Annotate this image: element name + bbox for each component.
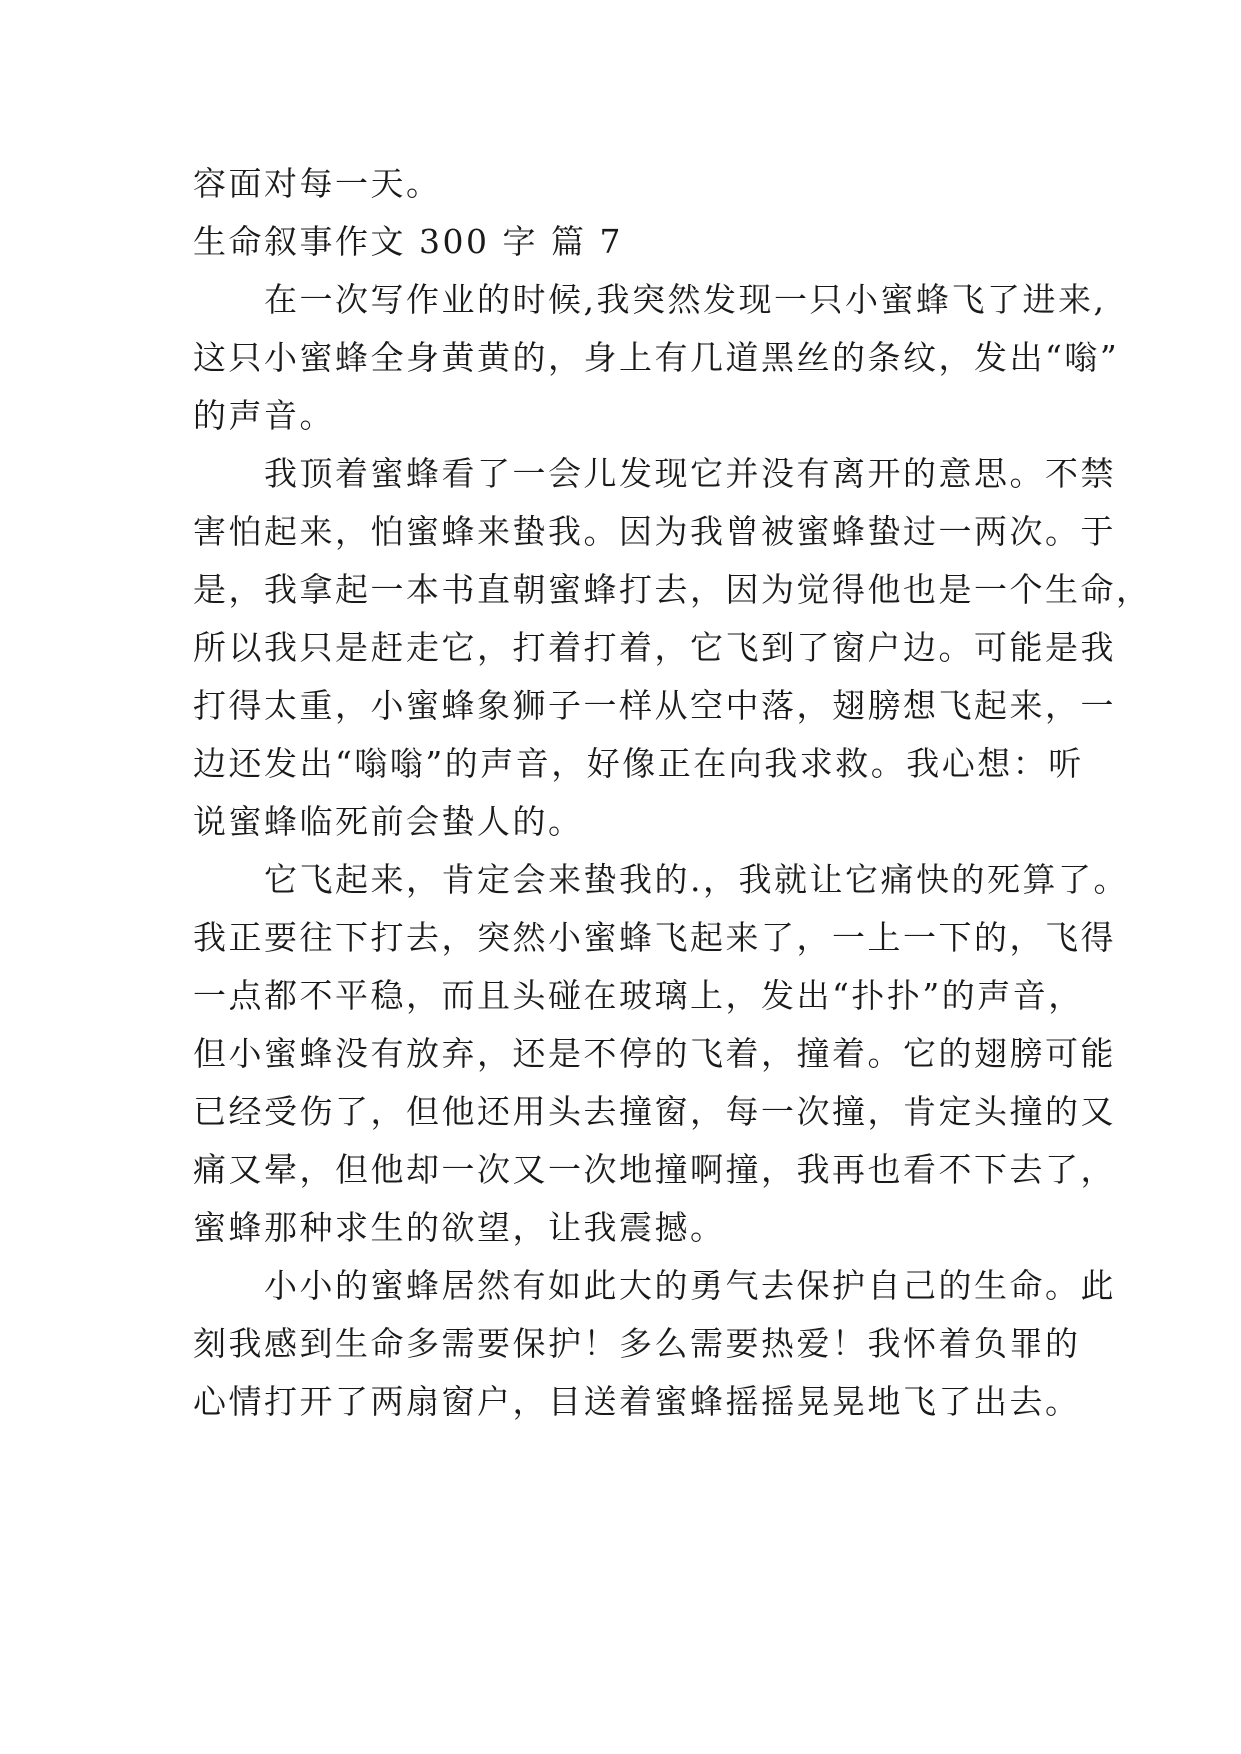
text-line: 的声音。 [193,396,335,435]
section-heading: 生命叙事作文 300 字 篇 7 [193,222,623,261]
text-line: 已经受伤了，但他还用头去撞窗，每一次撞，肯定头撞的又 [193,1092,1116,1131]
text-line: 我正要往下打去，突然小蜜蜂飞起来了，一上一下的，飞得 [193,918,1116,957]
text-line: 我顶着蜜蜂看了一会儿发现它并没有离开的意思。不禁 [193,454,1116,493]
text-line: 害怕起来，怕蜜蜂来蛰我。因为我曾被蜜蜂蛰过一两次。于 [193,512,1116,551]
text-line: 这只小蜜蜂全身黄黄的，身上有几道黑丝的条纹，发出“嗡” [193,338,1120,377]
text-line: 说蜜蜂临死前会蛰人的。 [193,802,584,841]
document-body [193,155,1152,1431]
text-line: 蜜蜂那种求生的欲望，让我震撼。 [193,1208,726,1247]
text-line: 它飞起来，肯定会来蛰我的.，我就让它痛快的死算了。 [193,860,1129,899]
text-line: 边还发出“嗡嗡”的声音，好像正在向我求救。我心想：听 [193,744,1084,783]
text-line: 心情打开了两扇窗户，目送着蜜蜂摇摇晃晃地飞了出去。 [193,1382,1081,1421]
text-line: 一点都不平稳，而且头碰在玻璃上，发出“扑扑”的声音， [193,976,1084,1015]
text-line: 所以我只是赶走它，打着打着，它飞到了窗户边。可能是我 [193,628,1116,667]
text-line: 容面对每一天。 [193,164,442,203]
text-line: 但小蜜蜂没有放弃，还是不停的飞着，撞着。它的翅膀可能 [193,1034,1116,1073]
text-line: 刻我感到生命多需要保护！多么需要热爱！我怀着负罪的 [193,1324,1081,1363]
text-line: 痛又晕，但他却一次又一次地撞啊撞，我再也看不下去了， [193,1150,1116,1189]
text-line: 打得太重，小蜜蜂象狮子一样从空中落，翅膀想飞起来，一 [193,686,1116,725]
text-line: 小小的蜜蜂居然有如此大的勇气去保护自己的生命。此 [193,1266,1116,1305]
text-line: 在一次写作业的时候,我突然发现一只小蜜蜂飞了进来, [193,280,1107,319]
text-line: 是，我拿起一本书直朝蜜蜂打去，因为觉得他也是一个生命， [193,570,1152,609]
